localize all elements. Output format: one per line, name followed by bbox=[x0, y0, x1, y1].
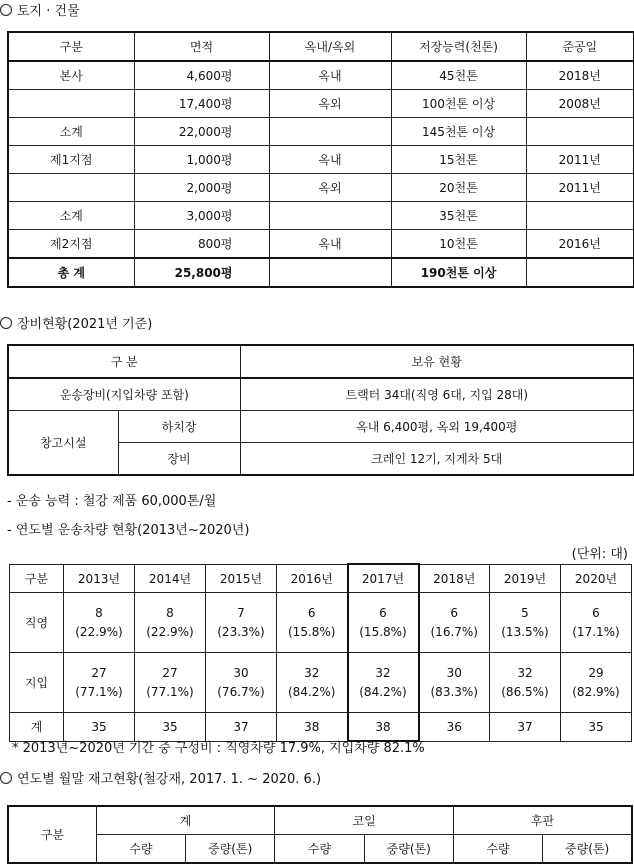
table-row bbox=[10, 622, 632, 653]
vehicles-title: - 연도별 운송차량 현황(2013년~2020년) bbox=[7, 523, 250, 538]
year-header: 2018년 bbox=[419, 564, 490, 593]
row-label: 지입 bbox=[10, 653, 64, 713]
table-row bbox=[8, 90, 634, 118]
table-cell: 20천톤 bbox=[391, 174, 526, 202]
count-cell: 8 bbox=[64, 593, 135, 623]
header-cell: 구 분 bbox=[8, 345, 240, 378]
land-building-table bbox=[7, 31, 634, 288]
capacity-note: - 운송 능력 : 철강 제품 60,000톤/월 bbox=[7, 494, 217, 509]
circle-bullet-icon bbox=[0, 317, 12, 329]
header-cell: 옥내/옥외 bbox=[269, 32, 391, 61]
footnote: * 2013년~2020년 기간 중 구성비 : 직영차량 17.9%, 지입차량 82.1% bbox=[12, 741, 425, 756]
header-cell: 면적 bbox=[134, 32, 269, 61]
percent-cell: (77.1%) bbox=[64, 682, 135, 713]
group-header: 후판 bbox=[453, 806, 632, 835]
count-cell: 32 bbox=[348, 653, 419, 683]
cell: 트랙터 34대(직영 6대, 지입 28대) bbox=[240, 378, 634, 411]
percent-cell: (16.7%) bbox=[419, 622, 490, 653]
table-cell bbox=[526, 118, 634, 146]
table-row bbox=[8, 61, 634, 90]
total-cell: 38 bbox=[277, 713, 348, 742]
table-cell: 옥내 bbox=[269, 61, 391, 90]
table-row bbox=[10, 593, 632, 623]
table-cell: 2016년 bbox=[526, 230, 634, 259]
section-title-inventory bbox=[0, 768, 321, 787]
table-cell: 옥외 bbox=[269, 90, 391, 118]
count-cell: 30 bbox=[419, 653, 490, 683]
year-header: 2013년 bbox=[64, 564, 135, 593]
count-cell: 7 bbox=[206, 593, 277, 623]
year-header: 2014년 bbox=[135, 564, 206, 593]
table-cell: 2018년 bbox=[526, 61, 634, 90]
cell: 옥내 6,400평, 옥외 19,400평 bbox=[240, 411, 634, 443]
section-title-text: 연도별 월말 재고현황(철강재, 2017. 1. ~ 2020. 6.) bbox=[17, 772, 322, 787]
header-cell: 구분 bbox=[8, 32, 134, 61]
table-cell: 35천톤 bbox=[391, 202, 526, 230]
table-cell: 22,000평 bbox=[134, 118, 269, 146]
table-cell: 2011년 bbox=[526, 146, 634, 174]
count-cell: 6 bbox=[277, 593, 348, 623]
percent-cell: (86.5%) bbox=[490, 682, 561, 713]
count-cell: 32 bbox=[277, 653, 348, 683]
table-cell bbox=[8, 90, 134, 118]
sub-header: 수량 bbox=[453, 835, 542, 864]
table-cell: 제1지점 bbox=[8, 146, 134, 174]
header-cell: 준공일 bbox=[526, 32, 634, 61]
total-cell: 35 bbox=[64, 713, 135, 742]
total-cell: 37 bbox=[206, 713, 277, 742]
count-cell: 5 bbox=[490, 593, 561, 623]
sub-header: 수량 bbox=[96, 835, 185, 864]
table-cell: 제2지점 bbox=[8, 230, 134, 259]
year-header: 2015년 bbox=[206, 564, 277, 593]
table-cell: 15천톤 bbox=[391, 146, 526, 174]
count-cell: 32 bbox=[490, 653, 561, 683]
year-header: 2017년 bbox=[348, 564, 419, 593]
row-label: 직영 bbox=[10, 593, 64, 653]
section-title-land bbox=[0, 0, 80, 19]
table-cell: 1,000평 bbox=[134, 146, 269, 174]
percent-cell: (22.9%) bbox=[64, 622, 135, 653]
section-title-text: 토지 · 건물 bbox=[17, 4, 80, 19]
sub-header: 수량 bbox=[275, 835, 364, 864]
count-cell: 6 bbox=[348, 593, 419, 623]
percent-cell: (13.5%) bbox=[490, 622, 561, 653]
table-cell: 45천톤 bbox=[391, 61, 526, 90]
header-cell: 저장능력(천톤) bbox=[391, 32, 526, 61]
row-label: 하치장 bbox=[118, 411, 240, 443]
table-row bbox=[8, 174, 634, 202]
year-header: 2019년 bbox=[490, 564, 561, 593]
percent-cell: (84.2%) bbox=[348, 682, 419, 713]
table-cell: 2011년 bbox=[526, 174, 634, 202]
percent-cell: (22.9%) bbox=[135, 622, 206, 653]
table-cell: 소계 bbox=[8, 202, 134, 230]
cell: 크레인 12기, 지게차 5대 bbox=[240, 443, 634, 476]
equipment-table bbox=[7, 344, 634, 476]
table-cell bbox=[269, 118, 391, 146]
table-cell: 본사 bbox=[8, 61, 134, 90]
total-cell: 37 bbox=[490, 713, 561, 742]
count-cell: 8 bbox=[135, 593, 206, 623]
table-cell: 17,400평 bbox=[134, 90, 269, 118]
inventory-table bbox=[7, 805, 633, 864]
count-cell: 27 bbox=[64, 653, 135, 683]
group-header: 코일 bbox=[275, 806, 454, 835]
percent-cell: (83.3%) bbox=[419, 682, 490, 713]
table-cell: 옥내 bbox=[269, 230, 391, 259]
total-row bbox=[8, 258, 634, 287]
table-cell: 옥외 bbox=[269, 174, 391, 202]
section-title-equipment bbox=[0, 313, 152, 332]
percent-cell: (76.7%) bbox=[206, 682, 277, 713]
percent-cell: (84.2%) bbox=[277, 682, 348, 713]
group-header: 계 bbox=[96, 806, 275, 835]
total-cell: 총 계 bbox=[8, 258, 134, 287]
year-header: 2016년 bbox=[277, 564, 348, 593]
table-cell: 145천톤 이상 bbox=[391, 118, 526, 146]
total-cell bbox=[526, 258, 634, 287]
sub-header: 중량(톤) bbox=[364, 835, 453, 864]
total-cell: 190천톤 이상 bbox=[391, 258, 526, 287]
table-cell: 4,600평 bbox=[134, 61, 269, 90]
table-cell: 소계 bbox=[8, 118, 134, 146]
table-row bbox=[10, 682, 632, 713]
row-label: 계 bbox=[10, 713, 64, 742]
table-row bbox=[8, 230, 634, 259]
total-cell: 35 bbox=[135, 713, 206, 742]
table-row bbox=[10, 653, 632, 683]
count-cell: 27 bbox=[135, 653, 206, 683]
header-cell: 구분 bbox=[10, 564, 64, 593]
table-cell: 800평 bbox=[134, 230, 269, 259]
percent-cell: (17.1%) bbox=[561, 622, 632, 653]
table-cell bbox=[8, 174, 134, 202]
table-cell bbox=[269, 202, 391, 230]
header-row bbox=[10, 564, 632, 593]
year-header: 2020년 bbox=[561, 564, 632, 593]
unit-note: (단위: 대) bbox=[571, 547, 628, 562]
total-cell: 25,800평 bbox=[134, 258, 269, 287]
header-cell: 구분 bbox=[8, 806, 96, 863]
total-cell: 36 bbox=[419, 713, 490, 742]
table-cell bbox=[526, 202, 634, 230]
table-cell: 100천톤 이상 bbox=[391, 90, 526, 118]
row-label: 장비 bbox=[118, 443, 240, 476]
count-cell: 30 bbox=[206, 653, 277, 683]
table-cell: 옥내 bbox=[269, 146, 391, 174]
count-cell: 29 bbox=[561, 653, 632, 683]
total-cell bbox=[269, 258, 391, 287]
circle-bullet-icon bbox=[0, 772, 12, 784]
table-row bbox=[8, 146, 634, 174]
percent-cell: (82.9%) bbox=[561, 682, 632, 713]
count-cell: 6 bbox=[419, 593, 490, 623]
header-row bbox=[8, 32, 634, 61]
table-cell: 10천톤 bbox=[391, 230, 526, 259]
total-cell: 38 bbox=[348, 713, 419, 742]
header-cell: 보유 현황 bbox=[240, 345, 634, 378]
table-cell: 2008년 bbox=[526, 90, 634, 118]
percent-cell: (15.8%) bbox=[348, 622, 419, 653]
table-row bbox=[8, 202, 634, 230]
percent-cell: (15.8%) bbox=[277, 622, 348, 653]
sub-header: 중량(톤) bbox=[543, 835, 632, 864]
total-cell: 35 bbox=[561, 713, 632, 742]
table-row bbox=[8, 118, 634, 146]
percent-cell: (23.3%) bbox=[206, 622, 277, 653]
sub-header: 중량(톤) bbox=[186, 835, 275, 864]
section-title-text: 장비현황(2021년 기준) bbox=[17, 317, 153, 332]
circle-bullet-icon bbox=[0, 4, 12, 16]
row-label: 창고시설 bbox=[8, 411, 118, 476]
table-cell: 3,000평 bbox=[134, 202, 269, 230]
vehicle-table bbox=[9, 563, 632, 742]
row-label: 운송장비(지입차량 포함) bbox=[8, 378, 240, 411]
percent-cell: (77.1%) bbox=[135, 682, 206, 713]
table-cell: 2,000평 bbox=[134, 174, 269, 202]
count-cell: 6 bbox=[561, 593, 632, 623]
